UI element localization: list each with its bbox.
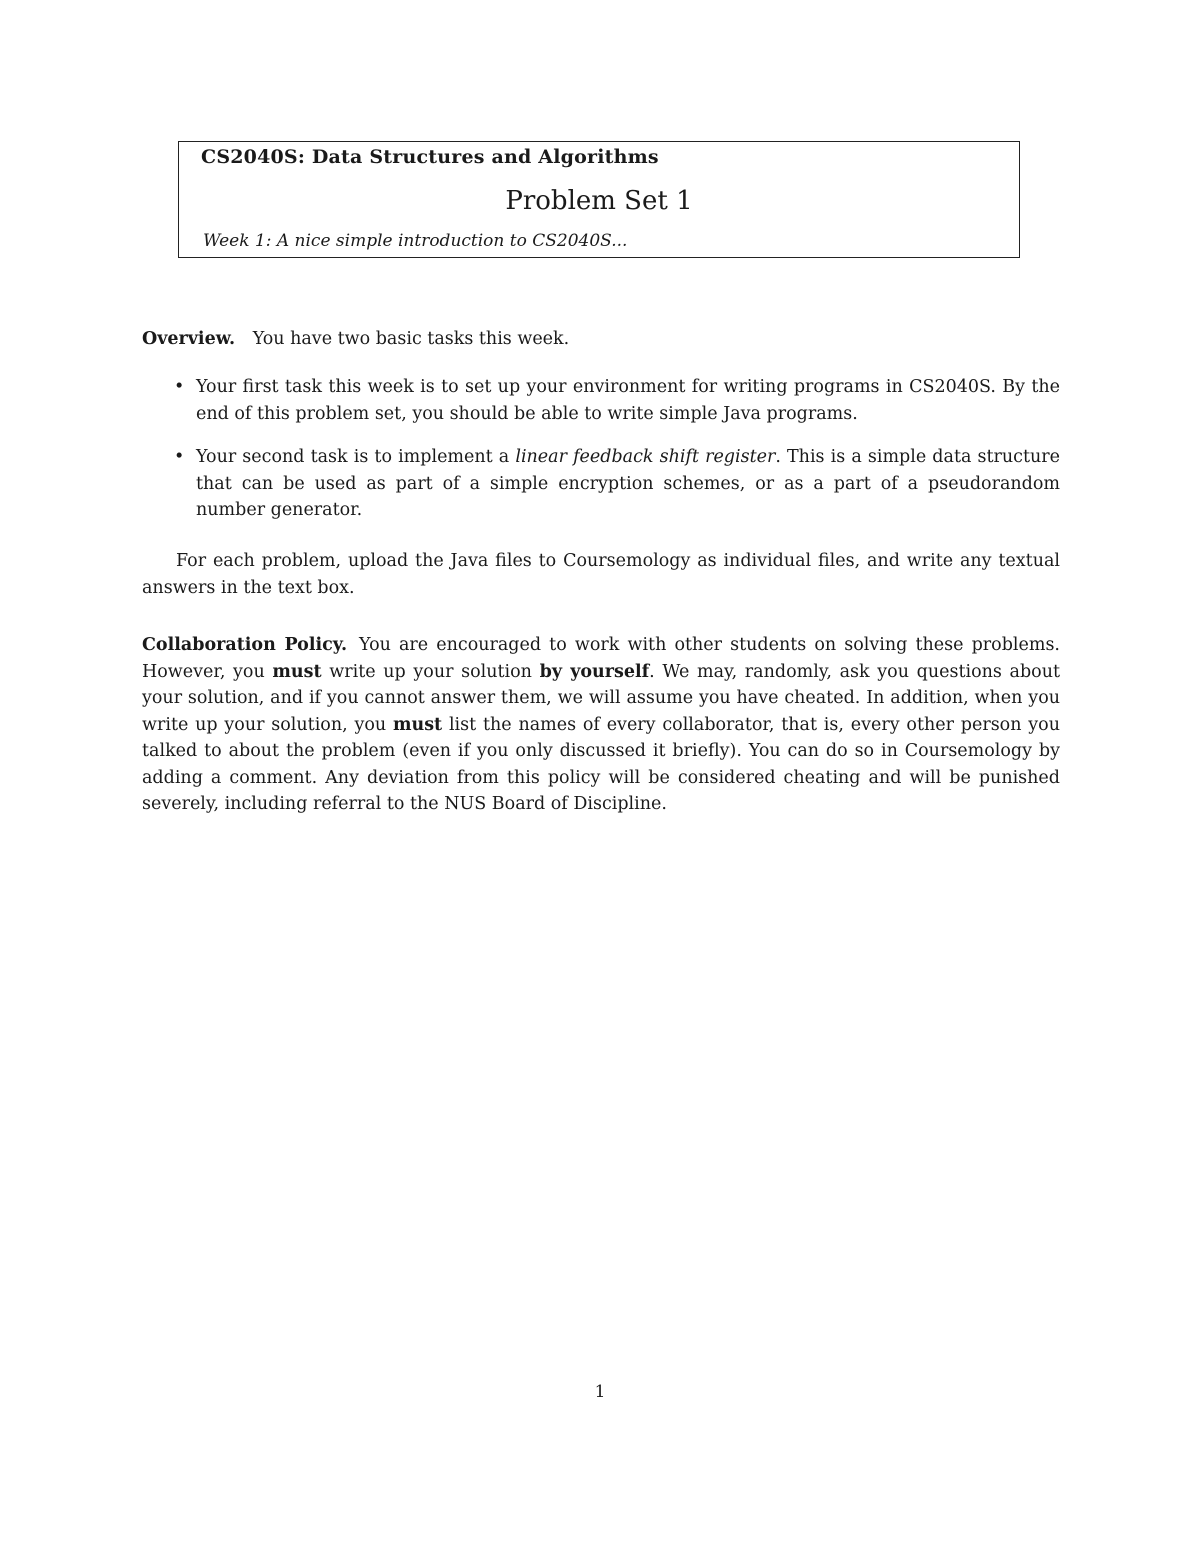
list-item [142,374,1060,427]
week-subtitle: Week 1: A nice simple introduction to CS2040S... [203,231,628,251]
collab-by-yourself: by yourself [539,661,650,682]
problem-set-title: Problem Set 1 [505,186,693,216]
collab-text-1: You are encouraged to work with other students on solving these problems. However, you [142,635,1060,682]
list-item [142,444,1060,524]
page-number: 1 [594,1382,606,1402]
upload-paragraph: For each problem, upload the Java files to Coursemology as individual files, and write any textual answers in the text box. [142,551,1060,598]
task-list [142,374,1060,541]
task-2-text-before: Your second task is to implement a [196,447,516,467]
collab-text-4: list the names of every collaborator, that is, every other person you talked to about the problem (even if you only discussed it briefly). You can do so in Coursemology by adding a comment. Any deviation from this policy will be considered cheating and will be punished severely, including referral to the NUS Board of Discipline. [142,714,1060,814]
collab-must-1: must [272,661,322,682]
overview-heading: Overview. [142,329,236,349]
collab-must-2: must [392,714,443,735]
task-2-text-after: . This is a simple data structure that can be used as part of a simple encryption schemes, or as a part of a pseudorandom number generator. [196,447,1060,520]
bullet-icon: • [174,447,185,467]
collab-text-3: . We may, randomly, ask you questions about your solution, and if you cannot answer them, we will assume you have cheated. In addition, when you write up your solution, you [142,661,1061,735]
course-title: CS2040S: Data Structures and Algorithms [201,146,659,168]
problem-set-header [178,141,1020,258]
collaboration-heading: Collaboration Policy. [142,635,348,655]
collaboration-policy-paragraph [142,632,1060,818]
overview-text: You have two basic tasks this week. [252,329,570,349]
task-2-emphasis: linear feedback shift register [515,447,776,467]
task-1-text: Your first task this week is to set up your environment for writing programs in CS2040S. By the end of this problem set, you should be able to write simple Java programs. [196,377,1060,424]
bullet-icon: • [174,377,185,397]
overview-paragraph [142,326,1060,353]
collab-text-2: write up your solution [321,661,540,682]
